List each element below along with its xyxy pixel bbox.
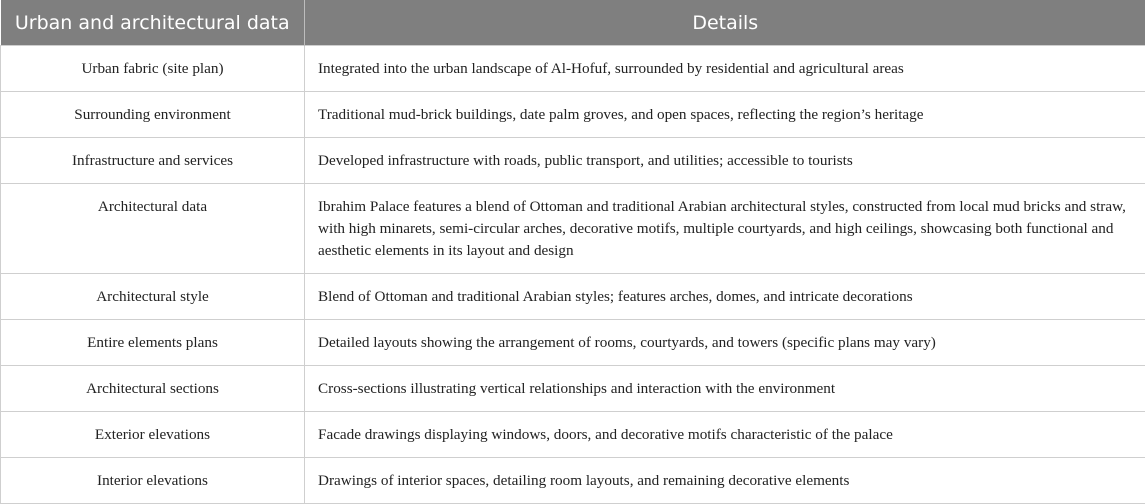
table-row — [1, 92, 1145, 138]
row-detail: Cross-sections illustrating vertical relationships and interaction with the environment — [305, 366, 1145, 412]
row-detail: Integrated into the urban landscape of Al-Hofuf, surrounded by residential and agricultural areas — [305, 46, 1145, 92]
row-label: Urban fabric (site plan) — [1, 46, 305, 92]
row-detail: Detailed layouts showing the arrangement of rooms, courtyards, and towers (specific plans may vary) — [305, 320, 1145, 366]
table-row — [1, 46, 1145, 92]
table-row — [1, 458, 1145, 504]
row-detail: Ibrahim Palace features a blend of Ottoman and traditional Arabian architectural styles, constructed from local mud bricks and straw, with high minarets, semi-circular arches, decorative motifs, multiple courtyards, and high ceilings, showcasing both functional and aesthetic elements in its layout and design — [305, 184, 1145, 274]
table-row — [1, 412, 1145, 458]
table-row — [1, 366, 1145, 412]
row-label: Architectural data — [1, 184, 305, 274]
row-detail: Facade drawings displaying windows, doors, and decorative motifs characteristic of the palace — [305, 412, 1145, 458]
row-label: Interior elevations — [1, 458, 305, 504]
table-header-row — [1, 0, 1145, 46]
row-label: Surrounding environment — [1, 92, 305, 138]
row-detail: Blend of Ottoman and traditional Arabian styles; features arches, domes, and intricate decorations — [305, 274, 1145, 320]
table-row — [1, 320, 1145, 366]
row-label: Exterior elevations — [1, 412, 305, 458]
row-detail: Drawings of interior spaces, detailing room layouts, and remaining decorative elements — [305, 458, 1145, 504]
table-row — [1, 138, 1145, 184]
row-label: Infrastructure and services — [1, 138, 305, 184]
row-detail: Traditional mud-brick buildings, date palm groves, and open spaces, reflecting the region’s heritage — [305, 92, 1145, 138]
table-row — [1, 274, 1145, 320]
row-label: Architectural sections — [1, 366, 305, 412]
header-urban-architectural-data: Urban and architectural data — [1, 0, 305, 46]
row-detail: Developed infrastructure with roads, public transport, and utilities; accessible to tourists — [305, 138, 1145, 184]
row-label: Entire elements plans — [1, 320, 305, 366]
table-row — [1, 184, 1145, 274]
header-details: Details — [305, 0, 1145, 46]
row-label: Architectural style — [1, 274, 305, 320]
